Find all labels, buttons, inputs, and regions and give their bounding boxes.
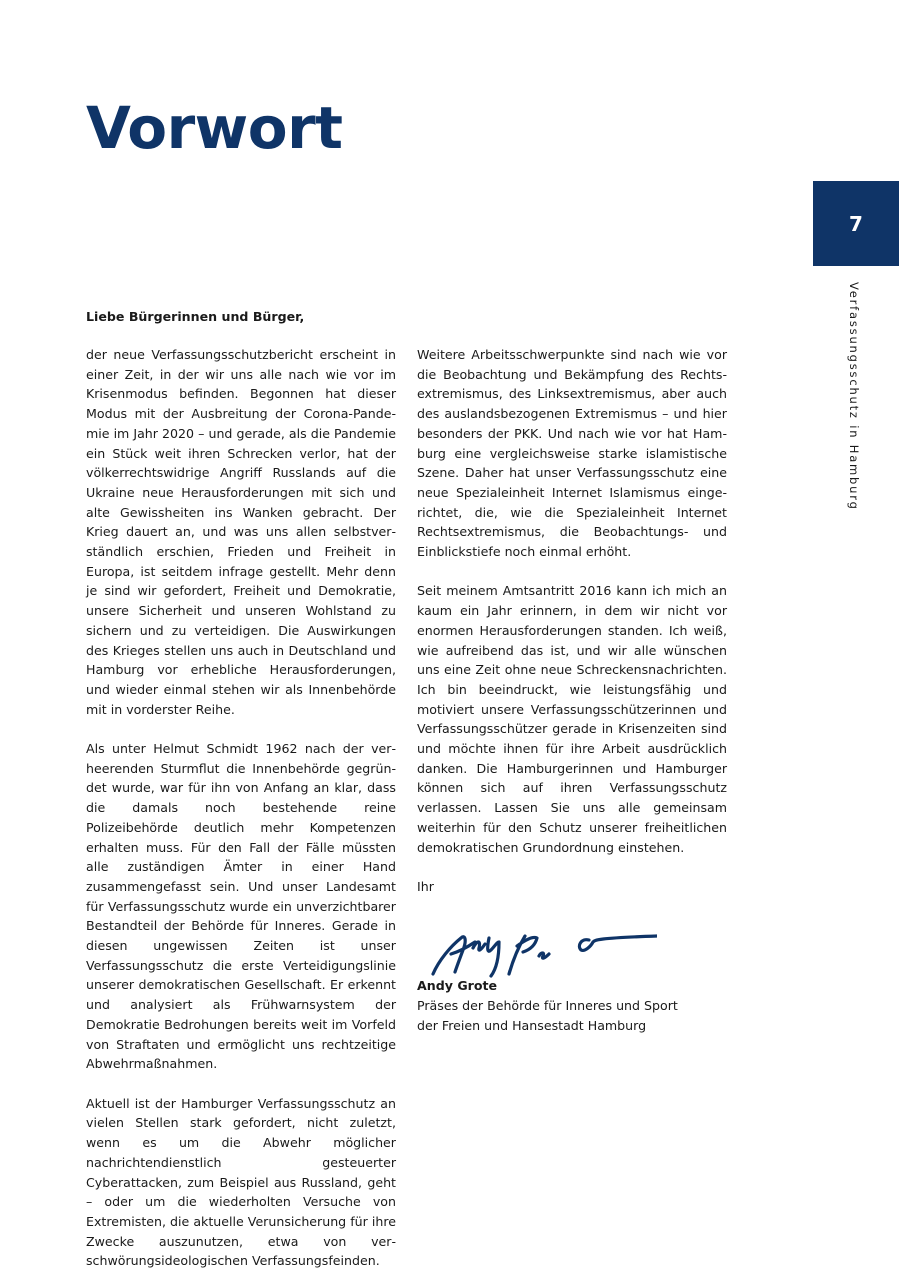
- text-column-left: [86, 345, 396, 1271]
- paragraph-4: Weitere Arbeitsschwerpunkte sind nach wie vor die Beobachtung und Bekämpfung des Rechtsextremismus, des Linksextremismus, aber auch des auslandsbezogenen Extremismus – und hier besonders der PKK. Und nach wie vor hat Hamburg eine vergleichsweise starke islamistische Szene. Daher hat unser Verfassungsschutz eine neue Spezialeinheit Internet Islamismus eingerichtet, die, wie die Spezialeinheit Internet Rechtsextremismus, die Beobachtungs- und Einblickstiefe noch einmal erhöht.: [417, 347, 727, 560]
- closing: Ihr: [417, 878, 434, 894]
- signature-name: Andy Grote: [417, 978, 498, 994]
- text-column-right: [417, 345, 727, 1035]
- signature-role-line-1: Präses der Behörde für Inneres und Sport: [417, 998, 678, 1014]
- page-title: Vorwort: [86, 94, 343, 162]
- page-number-tab: [813, 181, 899, 266]
- paragraph-1: der neue Verfassungsschutzbericht erscheint in einer Zeit, in der wir uns alle nach wie vor im Krisenmodus befinden. Begonnen hat dieser Modus mit der Ausbreitung der Corona-Pandemie im Jahr 2020 – und gerade, als die Pandemie ein Stück weit ihren Schrecken verlor, hat der völkerrechtswidrige Angriff Russlands auf die Ukraine neue Herausforderungen mit sich und alte Gewissheiten ins Wanken gebracht. Der Krieg dauert an, und was uns allen selbstverständlich erschien, Frieden und Freiheit in Europa, ist seitdem infrage gestellt. Mehr denn je sind wir gefordert, Freiheit und Demokratie, unsere Sicherheit und unseren Wohlstand zu sichern und zu verteidigen. Die Auswirkungen des Krieges stellen uns auch in Deutschland und Hamburg vor erhebliche Herausforderungen, und wieder einmal stehen wir als Innenbehörde mit in vorderster Reihe.: [86, 347, 396, 717]
- page-number: 7: [849, 211, 863, 236]
- signature-role-line-2: der Freien und Hansestadt Hamburg: [417, 1017, 647, 1033]
- paragraph-2: Als unter Helmut Schmidt 1962 nach der verheerenden Sturmflut die Innenbehörde gegründet wurde, war für ihn von Anfang an klar, dass die damals noch bestehende reine Polizeibehörde deutlich mehr Kompetenzen erhalten muss. Für den Fall der Fälle müssten alle zuständigen Ämter in einer Hand zusammengefasst sein. Und unser Landesamt für Verfassungsschutz wurde ein unverzichtbarer Bestandteil der Behörde für Inneres. Gerade in diesen ungewissen Zeiten ist unser Verfassungsschutz die erste Verteidigungslinie unserer demokratischen Gesellschaft. Er erkennt und analysiert als Frühwarnsystem der Demokratie Bedrohungen bereits weit im Vorfeld von Straftaten und ermöglicht uns rechtzeitige Abwehrmaßnahmen.: [86, 741, 396, 1072]
- signature-graphic: [417, 916, 657, 978]
- section-label: Verfassungsschutz in Hamburg: [847, 282, 861, 511]
- paragraph-3: Aktuell ist der Hamburger Verfassungsschutz an vielen Stellen stark gefordert, nicht zuletzt, wenn es um die Abwehr möglicher nachrichtendienstlich gesteuerter Cyberattacken, zum Beispiel aus Russland, geht – oder um die wiederholten Versuche von Extremisten, die aktuelle Verunsicherung für ihre Zwecke auszunutzen, etwa von verschwörungsideologischen Verfassungsfeinden.: [86, 1095, 396, 1269]
- salutation: Liebe Bürgerinnen und Bürger,: [86, 309, 305, 324]
- paragraph-5: Seit meinem Amtsantritt 2016 kann ich mich an kaum ein Jahr erinnern, in dem wir nicht vor enormen Herausforderungen standen. Ich weiß, wie aufreibend das ist, und wir alle wünschen uns eine Zeit ohne neue Schreckensnachrichten. Ich bin beeindruckt, wie leistungsfähig und motiviert unsere Verfassungsschützerinnen und Verfassungsschützer gerade in Krisenzeiten sind und möchte ihnen für ihre Arbeit ausdrücklich danken. Die Hamburgerinnen und Hamburger können sich auf ihren Verfassungsschutz verlassen. Lassen Sie uns alle gemeinsam weiterhin für den Schutz unserer freiheitlichen demokratischen Grundordnung einstehen.: [417, 583, 727, 855]
